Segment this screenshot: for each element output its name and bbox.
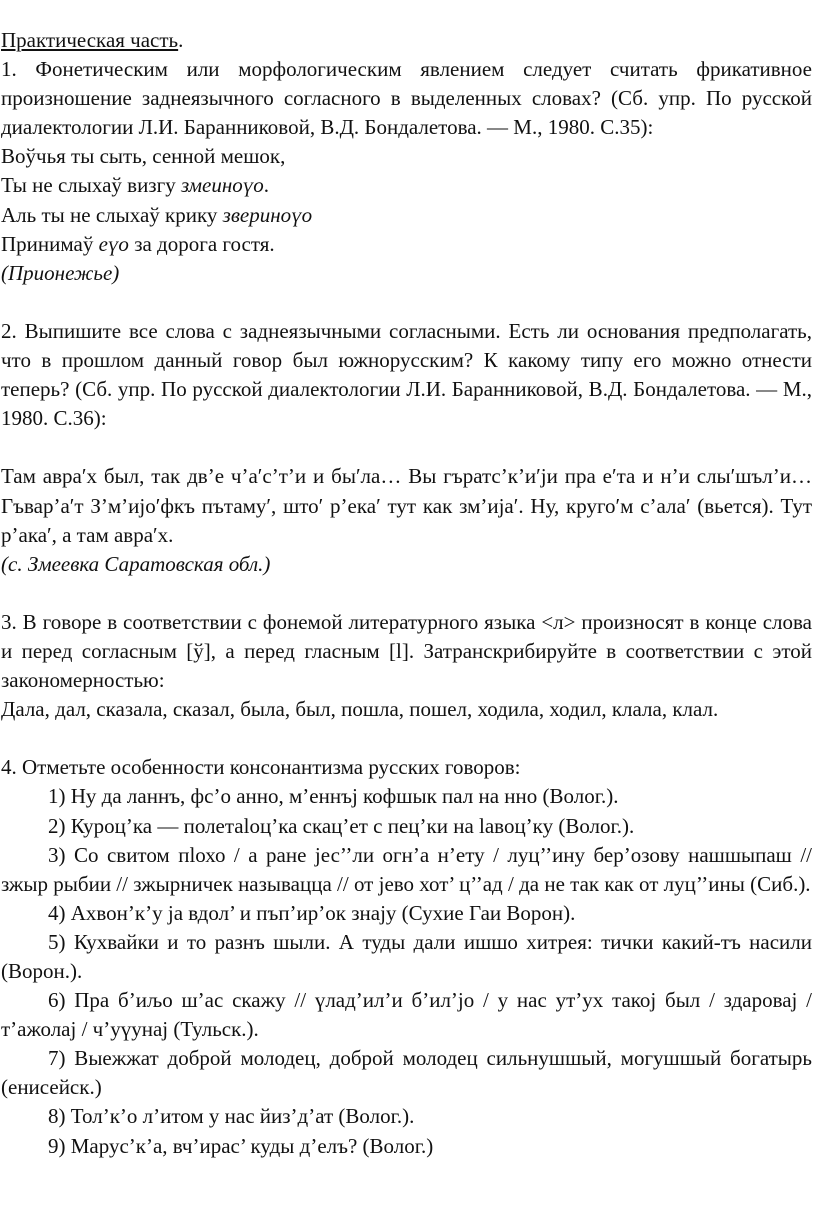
- task-3-words: Дала, дал, сказала, сказал, была, был, пошла, пошел, ходила, ходил, клала, клал.: [1, 697, 719, 722]
- poem-line-4: Принимаў еүо за дорога гостя.: [1, 231, 275, 256]
- poem-line-3: Аль ты не слыхаў крику звериноүо: [1, 202, 313, 227]
- blank-line: [1, 288, 812, 317]
- poem-line-1: Воўчья ты сыть, сенной мешок,: [1, 144, 286, 169]
- blank-line: [1, 724, 812, 753]
- example-item-6: 6) Пра б’иљо ш’ас скажу // үлад’ил’и б’ил’јо / у нас ут’ух такој был / здаровај / т’ажолај / ч’уүунај (Тульск.).: [1, 988, 812, 1042]
- document-title: Практическая часть: [1, 28, 179, 52]
- example-item-4: 4) Ахвон’к’у ја вдол’ и пъп’ир’ок знају (Сухие Гаи Ворон).: [48, 900, 576, 925]
- example-item-7: 7) Выежжат доброй молодец, доброй молодец сильнушшый, могушшый богатырь (енисейск.): [1, 1046, 812, 1100]
- task-2-question: 2. Выпишите все слова с заднеязычными согласными. Есть ли основания предполагать, что в прошлом данный говор был южнорусским? К какому типу его можно отнести теперь? (Сб. упр. По русской диалектологии Л.И. Баранниковой, В.Д. Бондалетова. — М., 1980. С.36):: [1, 318, 812, 431]
- task-1-question: 1. Фонетическим или морфологическим явлением следует считать фрикативное произношение заднеязычного согласного в выделенных словах? (Сб. упр. По русской диалектологии Л.И. Баранниковой, В.Д. Бондалетова. — М., 1980. С.35):: [1, 57, 812, 140]
- title-period: .: [178, 28, 184, 52]
- example-item-1: 1) Ну да ланнъ, фс’о анно, м’еннъј кофшык пал на нно (Волог.).: [48, 784, 619, 809]
- blank-line: [1, 579, 812, 608]
- task-1-source: (Прионежье): [1, 260, 120, 285]
- example-item-9: 9) Марус’к’а, вч’ирас’ куды д’елъ? (Волог.): [48, 1133, 434, 1158]
- task-2-passage: Там авра′х был, так дв’е ч’а′с’т’и и бы′ла… Вы гъратс’к’и′ји пра е′та и н’и слы′шъл’и… Гъвар’а′т З’м’ијо′фкъ пътаму′, што′ р’ека′ тут как зм’ија′. Ну, круго′м с’ала′ (вьется). Тут р’ака′, а там авра′х.: [1, 464, 812, 547]
- task-3-question: 3. В говоре в соответствии с фонемой литературного языка <л> произносят в конце слова и перед согласным [ў], а перед гласным [l]. Затранскрибируйте в соответствии с этой закономерностью:: [1, 609, 812, 693]
- task-2-source: (с. Змеевка Саратовская обл.): [1, 551, 271, 576]
- highlighted-word: змеиноүо: [180, 173, 264, 198]
- example-item-2: 2) Куроц’ка — полетаlоц’ка скац’ет с пец’ки на lавоц’ку (Волог.).: [48, 813, 635, 838]
- document-heading: [1, 26, 812, 55]
- highlighted-word: звериноүо: [222, 202, 313, 227]
- blank-line: [1, 433, 812, 462]
- highlighted-word: еүо: [98, 231, 129, 256]
- example-item-8: 8) Тол’к’о л’итом у нас йиз’д’ат (Волог.).: [48, 1104, 415, 1129]
- example-item-3: 3) Со свитом пlохо / а ране јес’’ли огн’а н’ету / луц’’ину бер’озову нашшыпаш // зжыр рыбии // зжырничек называцца // от јево хот’ ц’’ад / да не так как от луц’’ины (Сиб.).: [1, 842, 812, 896]
- poem-line-2: Ты не слыхаў визгу змеиноүо.: [1, 173, 270, 198]
- task-4-question: 4. Отметьте особенности консонантизма русских говоров:: [1, 755, 521, 780]
- example-item-5: 5) Кухвайки и то разнъ шыли. А туды дали ишшо хитрея: тички какий-тъ насили (Ворон.).: [1, 929, 812, 983]
